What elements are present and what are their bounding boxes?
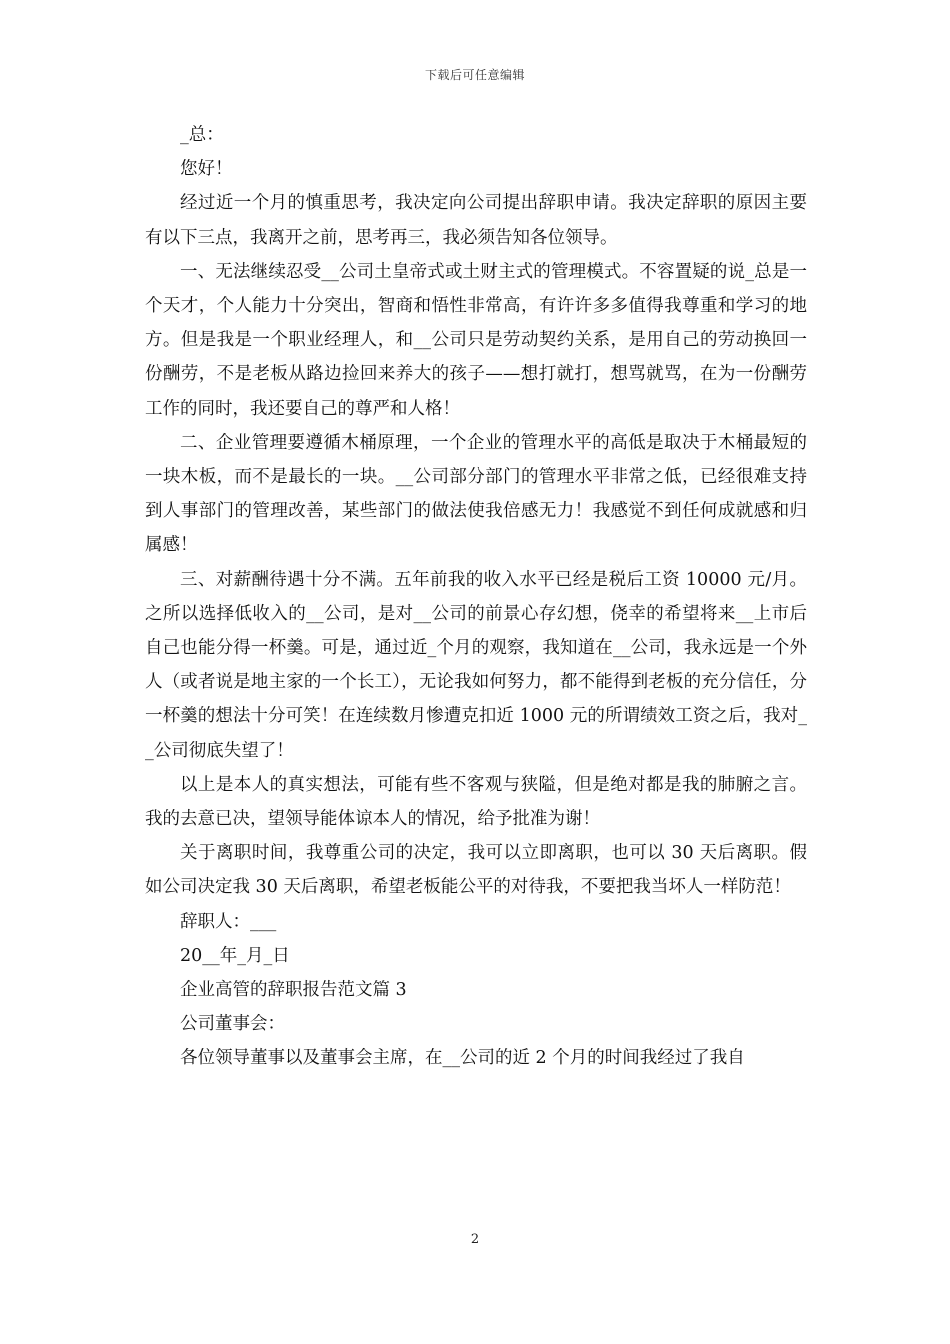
paragraph-intro: 经过近一个月的慎重思考，我决定向公司提出辞职申请。我决定辞职的原因主要有以下三点，我离开之前，思考再三，我必须告知各位领导。 xyxy=(145,193,807,248)
paragraph-conclusion: 以上是本人的真实想法，可能有些不客观与狭隘，但是绝对都是我的肺腑之言。我的去意已决，望领导能体谅本人的情况，给予批准为谢！ xyxy=(145,774,807,830)
paragraph-reason-1: 一、无法继续忍受__公司土皇帝式或土财主式的管理模式。不容置疑的说_总是一个天才，个人能力十分突出，智商和悟性非常高，有许许多多值得我尊重和学习的地方。但是我是一个职业经理人，和__公司只是劳动契约关系，是用自己的劳动换回一份酬劳，不是老板从路边捡回来养大的孩子——想打就打，想骂就骂，在为一份酬劳工作的同时，我还要自己的尊严和人格！ xyxy=(145,261,807,419)
salutation-recipient: _总： xyxy=(180,125,224,145)
paragraph-reason-2: 二、企业管理要遵循木桶原理，一个企业的管理水平的高低是取决于木桶最短的一块木板，而不是最长的一块。__公司部分部门的管理水平非常之低，已经很难支持到人事部门的管理改善，某些部门的做法使我倍感无力！我感觉不到任何成就感和归属感！ xyxy=(145,432,807,556)
signature-line: 辞职人：___ xyxy=(180,911,277,932)
date-line: 20__年_月_日 xyxy=(180,945,290,966)
paragraph-opening: 各位领导董事以及董事会主席，在__公司的近 2 个月的时间我经过了我自 xyxy=(180,1048,745,1069)
greeting: 您好！ xyxy=(180,159,233,180)
page-header: 下载后可任意编辑 xyxy=(424,68,525,82)
paragraph-reason-3: 三、对薪酬待遇十分不满。五年前我的收入水平已经是税后工资 10000 元/月。之所以选择低收入的__公司，是对__公司的前景心存幻想，侥幸的希望将来__上市后自己也能分得一杯羹。可是，通过近_个月的观察，我知道在__公司，我永远是一个外人（或者说是地主家的一个长工），无论我如何努力，都不能得到老板的充分信任，分一杯羹的想法十分可笑！在连续数月惨遭克扣近 1000 元的所谓绩效工资之后，我对__公司彻底失望了！ xyxy=(145,569,807,761)
page-number: 2 xyxy=(470,1232,480,1247)
paragraph-departure-time: 关于离职时间，我尊重公司的决定，我可以立即离职，也可以 30 天后离职。假如公司决定我 30 天后离职，希望老板能公平的对待我，不要把我当坏人一样防范！ xyxy=(145,843,807,898)
document-body xyxy=(145,118,807,1076)
section-title: 企业高管的辞职报告范文篇 3 xyxy=(180,980,407,1001)
salutation-board: 公司董事会： xyxy=(180,1014,285,1035)
